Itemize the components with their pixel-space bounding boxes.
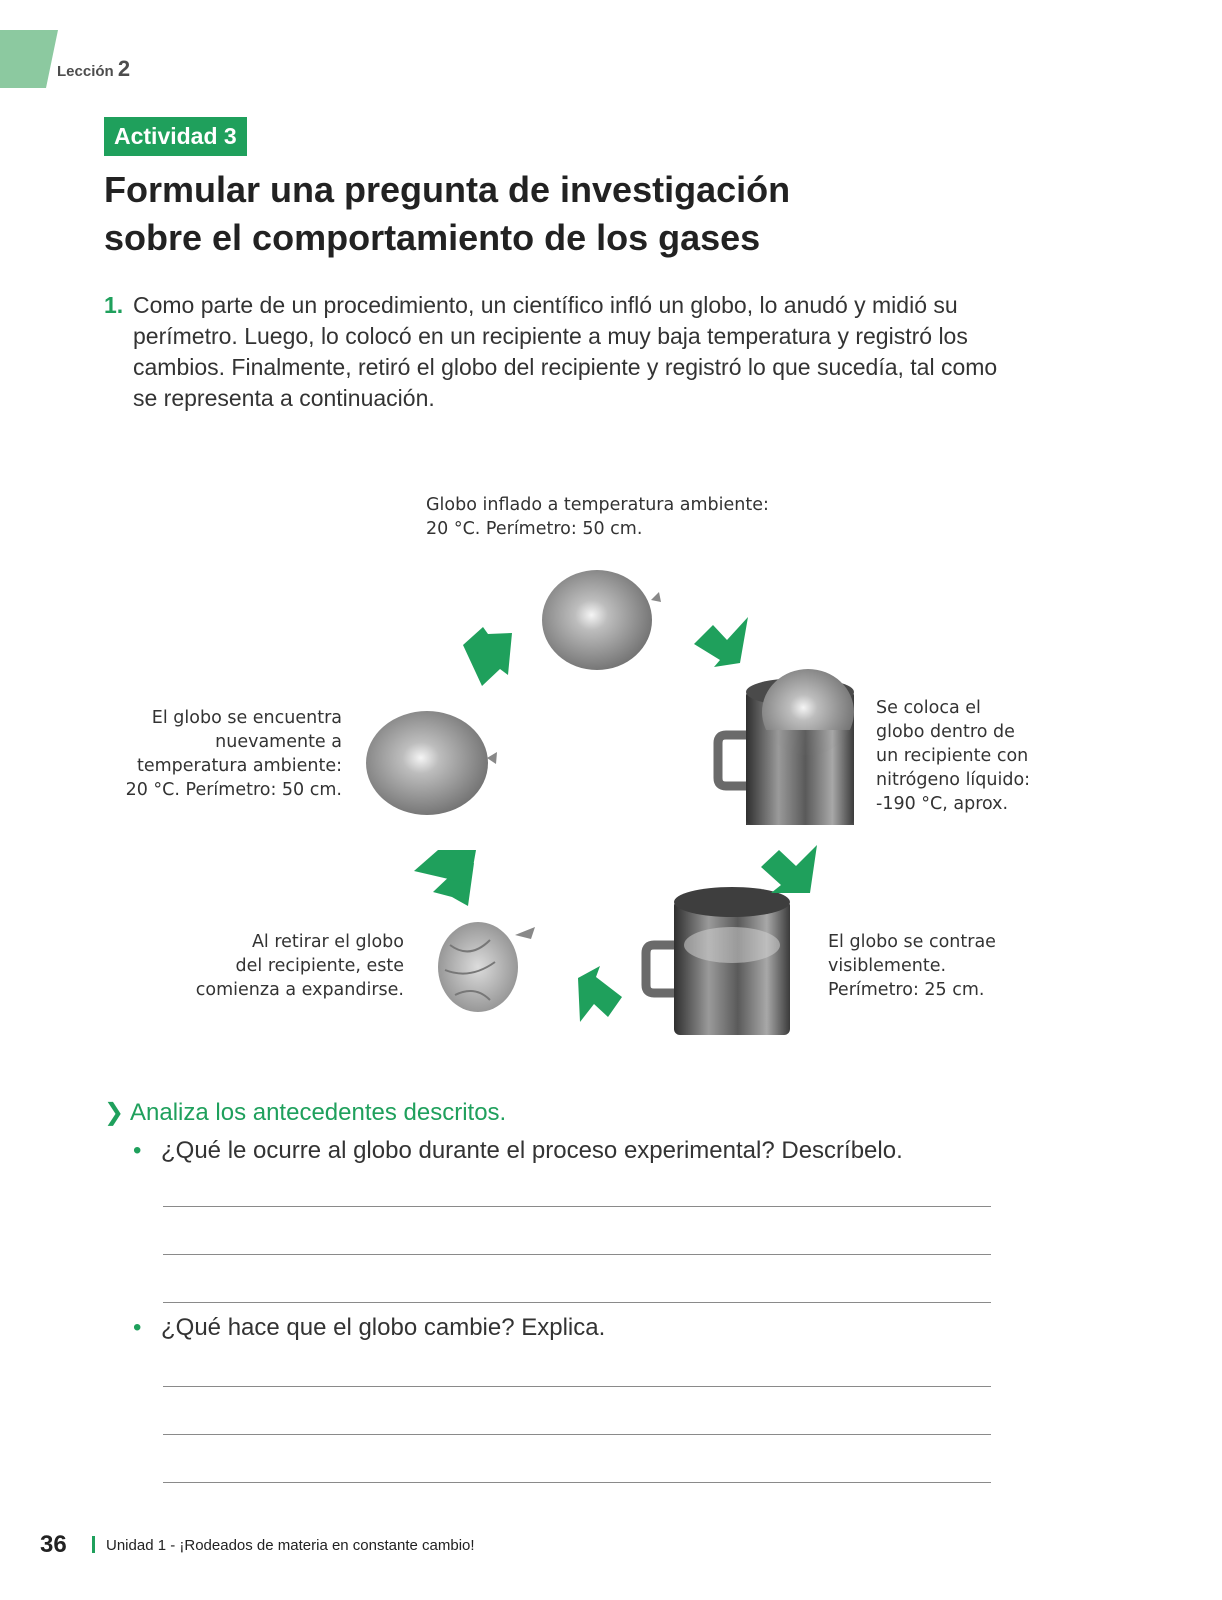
caption-right-line-5: -190 °C, aprox.	[876, 794, 1009, 814]
page-title-line-2: sobre el comportamiento de los gases	[104, 217, 761, 258]
arrow-bottom-left	[578, 966, 622, 1022]
answer-line[interactable]	[163, 1206, 991, 1207]
caption-top-line-2: 20 °C. Perímetro: 50 cm.	[426, 519, 643, 539]
caption-bottom-right-line-3: Perímetro: 25 cm.	[828, 980, 985, 1000]
caption-bottom-left-line-1: Al retirar el globo	[251, 932, 404, 952]
bullet-question-1-text: ¿Qué le ocurre al globo durante el proceso experimental? Descríbelo.	[161, 1137, 903, 1164]
activity-badge: Actividad 3	[104, 117, 247, 156]
arrow-top-left	[463, 627, 512, 686]
bullet-question-2	[133, 1314, 605, 1342]
caption-left-line-4: 20 °C. Perímetro: 50 cm.	[125, 780, 342, 800]
page-title-line-1: Formular una pregunta de investigación	[104, 169, 791, 210]
answer-line[interactable]	[163, 1386, 991, 1387]
cup-with-nitrogen	[646, 887, 790, 1035]
caption-right-line-2: globo dentro de	[876, 722, 1015, 742]
caption-right-line-4: nitrógeno líquido:	[876, 770, 1031, 790]
page-title	[104, 166, 1004, 262]
caption-right-line-3: un recipiente con	[876, 746, 1029, 766]
caption-left-line-2: nuevamente a	[215, 732, 342, 752]
lesson-number: 2	[117, 56, 131, 81]
caption-top	[426, 493, 846, 541]
caption-bottom-right-line-2: visiblemente.	[828, 956, 947, 976]
bullet-question-2-text: ¿Qué hace que el globo cambie? Explica.	[161, 1314, 606, 1341]
answer-line[interactable]	[163, 1482, 991, 1483]
caption-left	[90, 706, 342, 802]
page-number: 36	[40, 1531, 67, 1558]
caption-bottom-right	[828, 930, 1048, 1002]
balloon-inflated-left	[366, 711, 497, 815]
lesson-label: Lección	[57, 63, 114, 80]
answer-line[interactable]	[163, 1434, 991, 1435]
bullet-dot-icon: •	[133, 1137, 142, 1164]
chevron-right-icon: ❯	[104, 1099, 125, 1126]
question-1	[104, 290, 1004, 414]
caption-right-line-1: Se coloca el	[876, 698, 981, 718]
caption-right	[876, 696, 1076, 816]
analysis-prompt-text: Analiza los antecedentes descritos.	[130, 1099, 507, 1126]
arrow-right-down	[761, 845, 817, 893]
lesson-tag	[57, 56, 130, 82]
bullet-dot-icon: •	[133, 1314, 142, 1341]
question-number: 1.	[104, 292, 124, 318]
arrow-top-right	[694, 617, 748, 667]
analysis-prompt	[104, 1098, 506, 1127]
cup-with-balloon	[718, 669, 854, 825]
bullet-question-1	[133, 1137, 903, 1165]
caption-bottom-right-line-1: El globo se contrae	[828, 932, 996, 952]
balloon-wrinkled	[438, 922, 535, 1012]
caption-bottom-left-line-3: comienza a expandirse.	[195, 980, 404, 1000]
lesson-tab-shape	[0, 30, 58, 88]
caption-left-line-3: temperatura ambiente:	[136, 756, 342, 776]
footer-unit-text: Unidad 1 - ¡Rodeados de materia en constante cambio!	[106, 1537, 475, 1554]
footer-divider	[92, 1536, 95, 1553]
caption-left-line-1: El globo se encuentra	[151, 708, 342, 728]
caption-top-line-1: Globo inflado a temperatura ambiente:	[426, 495, 769, 515]
answer-line[interactable]	[163, 1302, 991, 1303]
question-text: Como parte de un procedimiento, un científico infló un globo, lo anudó y midió su perímetro. Luego, lo colocó en un recipiente a muy baja temperatura y registró los cambios. Finalmente, retiró el globo del recipiente y registró lo que sucedía, tal como se representa a continuación.	[133, 292, 998, 411]
balloon-inflated-top	[542, 570, 661, 670]
caption-bottom-left	[150, 930, 404, 1002]
answer-line[interactable]	[163, 1254, 991, 1255]
caption-bottom-left-line-2: del recipiente, este	[235, 956, 404, 976]
